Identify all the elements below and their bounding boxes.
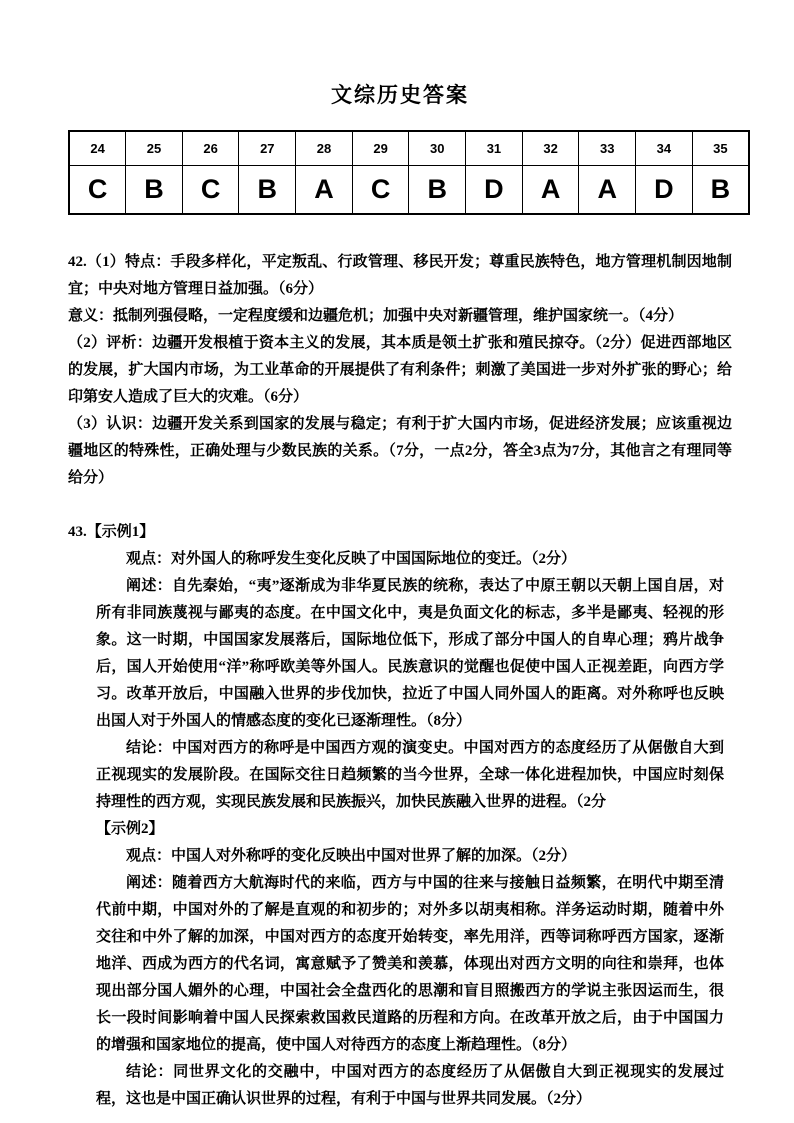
- answer-letter-cell: B: [239, 166, 296, 215]
- answer-letter-cell: A: [296, 166, 353, 215]
- example2-conclusion: 结论：同世界文化的交融中，中国对西方的态度经历了从倨傲自大到正视现实的发展过程，这也是中国正确认识世界的过程，有利于中国与世界共同发展。（2分）: [96, 1064, 724, 1107]
- example1-elaboration: 阐述：自先秦始，“夷”逐渐成为非华夏民族的统称，表达了中原王朝以天朝上国自居，对所有非同族蔑视与鄙夷的态度。在中国文化中，夷是负面文化的标志，多半是鄙夷、轻视的形象。这一时期，中国国家发展落后，国际地位低下，形成了部分中国人的自卑心理；鸦片战争后，国人开始使用“洋”称呼欧美等外国人。民族意识的觉醒也促使中国人正视差距，向西方学习。改革开放后，中国融入世界的步伐加快，拉近了中国人同外国人的距离。对外称呼也反映出国人对于外国人的情感态度的变化已逐渐理性。（8分）: [96, 578, 724, 729]
- answer-letter-cell: A: [522, 166, 579, 215]
- example1-viewpoint: 观点：对外国人的称呼发生变化反映了中国国际地位的变迁。（2分）: [126, 551, 577, 567]
- q42-part3-understanding: （3）认识：边疆开发关系到国家的发展与稳定；有利于扩大国内市场，促进经济发展；应该重视边疆地区的特殊性，正确处理与少数民族的关系。（7分，一点2分，答全3点为7分，其他言之有理同等给分）: [68, 416, 732, 486]
- question-42-answer: [68, 249, 732, 492]
- question-number-cell: 28: [296, 131, 353, 166]
- question-number-cell: 26: [182, 131, 239, 166]
- page-title: 文综历史答案: [331, 83, 469, 107]
- q43-example2-header: 【示例2】: [96, 821, 164, 837]
- answer-letter-cell: B: [692, 166, 749, 215]
- example2-viewpoint: 观点：中国人对外称呼的变化反映出中国对世界了解的加深。（2分）: [126, 848, 577, 864]
- answer-letter-cell: C: [352, 166, 409, 215]
- answer-table: [68, 130, 750, 215]
- question-number-cell: 34: [636, 131, 693, 166]
- question-number-cell: 33: [579, 131, 636, 166]
- question-number-cell: 27: [239, 131, 296, 166]
- q42-part2-analysis: （2）评析：边疆开发根植于资本主义的发展，其本质是领土扩张和殖民掠夺。（2分）促进西部地区的发展，扩大国内市场，为工业革命的开展提供了有利条件；刺激了美国进一步对外扩张的野心；给印第安人造成了巨大的灾难。（6分）: [68, 335, 732, 405]
- question-number-cell: 35: [692, 131, 749, 166]
- question-number-cell: 29: [352, 131, 409, 166]
- answer-letter-cell: C: [69, 166, 126, 215]
- q43-body-block: [96, 546, 724, 1113]
- answer-letter-cell: A: [579, 166, 636, 215]
- answer-letter-cell: C: [182, 166, 239, 215]
- answer-letter-cell: D: [636, 166, 693, 215]
- answer-letter-cell: B: [126, 166, 183, 215]
- answer-letter-row: [69, 166, 749, 215]
- question-number-cell: 30: [409, 131, 466, 166]
- question-43-answer: [68, 519, 732, 1113]
- question-number-cell: 25: [126, 131, 183, 166]
- answer-number-row: [69, 131, 749, 166]
- example2-elaboration: 阐述：随着西方大航海时代的来临，西方与中国的往来与接触日益频繁，在明代中期至清代前中期，中国对外的了解是直观的和初步的；对外多以胡夷相称。洋务运动时期，随着中外交往和中外了解的加深，中国对西方的态度开始转变，率先用洋，西等词称呼西方国家，逐渐地洋、西成为西方的代名词，寓意赋予了赞美和羡慕，体现出对西方文明的向往和崇拜，也体现出部分国人媚外的心理，中国社会全盘西化的思潮和盲目照搬西方的学说主张因运而生，很长一段时间影响着中国人民探索救国救民道路的历程和方向。在改革开放之后，由于中国国力的增强和国家地位的提高，使中国人对待西方的态度上渐趋理性。（8分）: [96, 875, 724, 1053]
- question-number-cell: 31: [466, 131, 523, 166]
- q42-part1-features: 42.（1）特点：手段多样化，平定叛乱、行政管理、移民开发；尊重民族特色，地方管理机制因地制宜；中央对地方管理日益加强。（6分）: [68, 254, 732, 297]
- question-number-cell: 32: [522, 131, 579, 166]
- question-number-cell: 24: [69, 131, 126, 166]
- q43-example1-header: 43.【示例1】: [68, 524, 155, 540]
- q42-part1-significance: 意义：抵制列强侵略，一定程度缓和边疆危机；加强中央对新疆管理，维护国家统一。（4分）: [68, 308, 684, 324]
- answer-letter-cell: B: [409, 166, 466, 215]
- answer-letter-cell: D: [466, 166, 523, 215]
- example1-conclusion: 结论：中国对西方的称呼是中国西方观的演变史。中国对西方的态度经历了从倨傲自大到正视现实的发展阶段。在国际交往日趋频繁的当今世界，全球一体化进程加快，中国应时刻保持理性的西方观，实现民族发展和民族振兴，加快民族融入世界的进程。（2分: [96, 740, 724, 810]
